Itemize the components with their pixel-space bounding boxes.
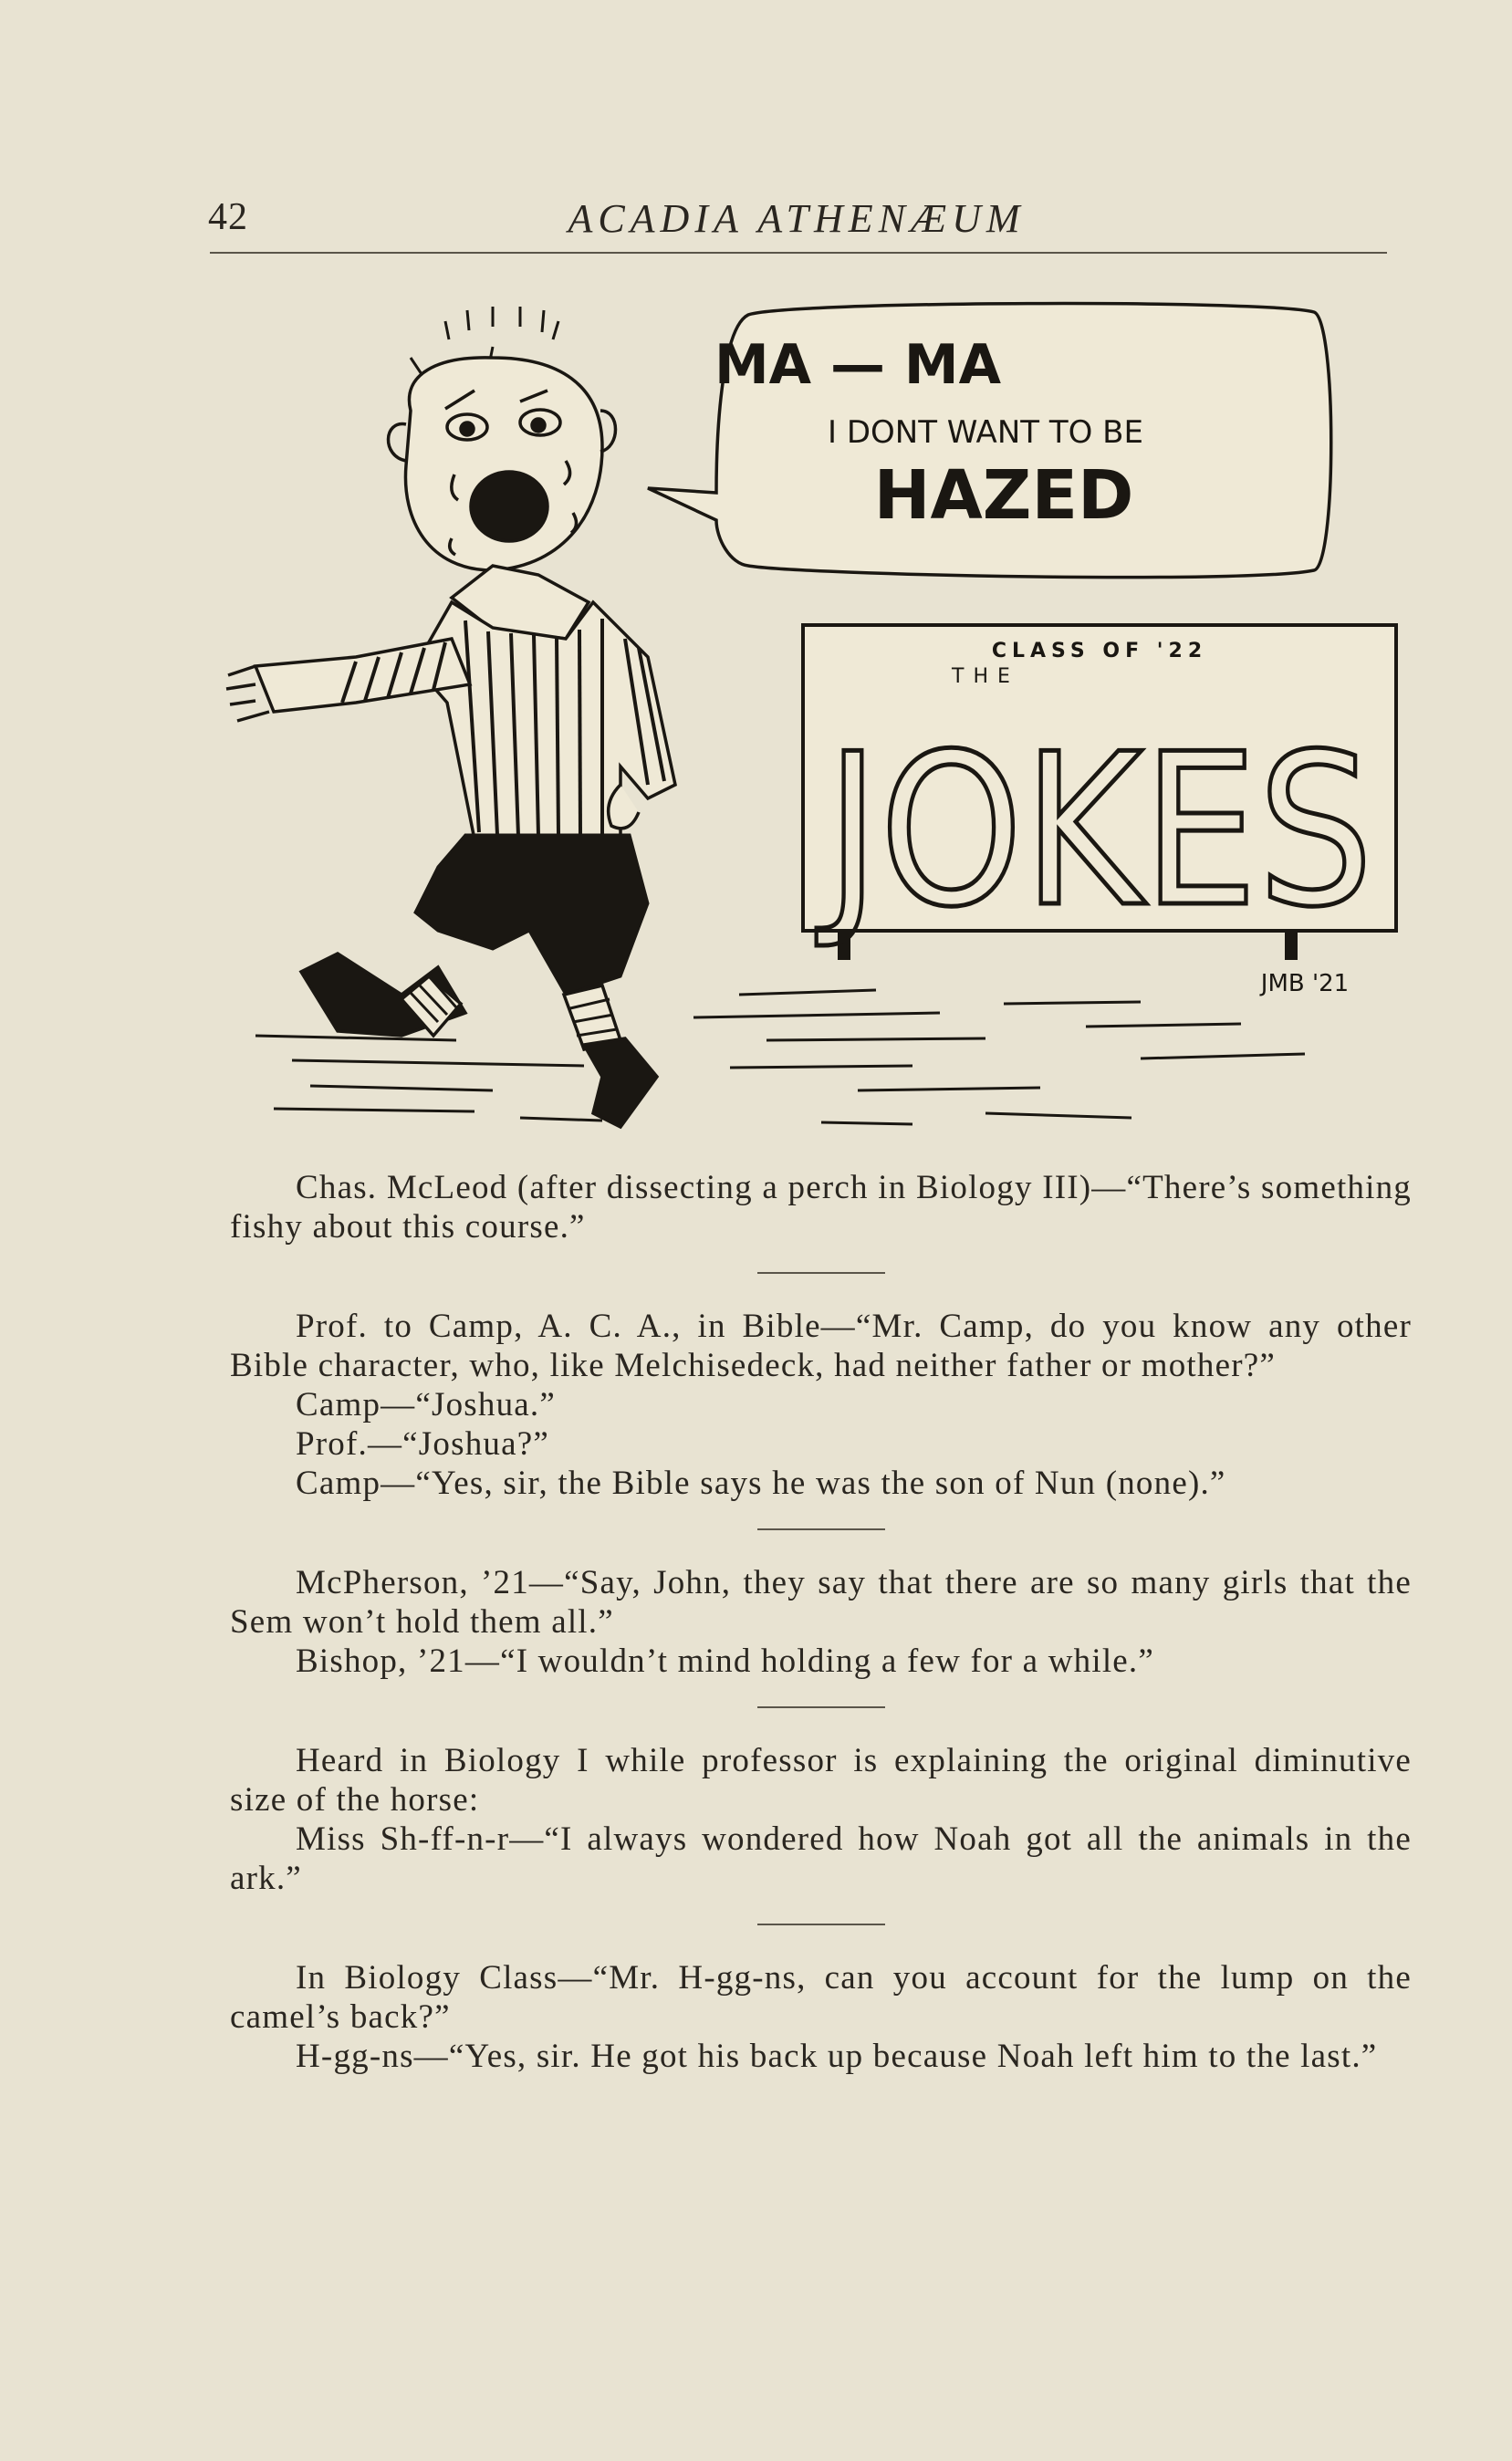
sign-line1: CLASS OF '22 bbox=[991, 640, 1208, 662]
joke-item bbox=[230, 1168, 1412, 1246]
sign-title: JOKES bbox=[816, 710, 1373, 954]
joke-paragraph: Prof.—“Joshua?” bbox=[296, 1425, 549, 1463]
joke-paragraph: In Biology Class—“Mr. H-gg-ns, can you account for the lump on the camel’s back?” bbox=[230, 1959, 1412, 2036]
striped-shirt bbox=[226, 566, 675, 839]
bubble-line1: MA — MA bbox=[714, 333, 1002, 397]
joke-paragraph: Bishop, ’21—“I wouldn’t mind holding a few for a while.” bbox=[296, 1642, 1154, 1680]
joke-paragraph: Camp—“Yes, sir, the Bible says he was the son of Nun (none).” bbox=[296, 1465, 1226, 1502]
separator-rule bbox=[757, 1528, 885, 1530]
joke-item bbox=[230, 1741, 1412, 1898]
separator-rule bbox=[757, 1924, 885, 1925]
cartoon-svg bbox=[219, 274, 1405, 1150]
joke-paragraph: Camp—“Joshua.” bbox=[296, 1386, 556, 1423]
separator-rule bbox=[757, 1706, 885, 1708]
joke-paragraph: Heard in Biology I while professor is explaining the original diminutive size of the horse: bbox=[230, 1742, 1412, 1819]
joke-paragraph: H-gg-ns—“Yes, sir. He got his back up because Noah left him to the last.” bbox=[296, 2038, 1378, 2075]
running-title: ACADIA ATHENÆUM bbox=[568, 196, 1026, 241]
joke-paragraph: McPherson, ’21—“Say, John, they say that there are so many girls that the Sem won’t hold them all.” bbox=[230, 1564, 1412, 1641]
joke-paragraph: Miss Sh-ff-n-r—“I always wondered how Noah got all the animals in the ark.” bbox=[230, 1820, 1412, 1897]
separator-rule bbox=[757, 1272, 885, 1274]
joke-paragraph: Chas. McLeod (after dissecting a perch in Biology III)—“There’s something fishy about this course.” bbox=[230, 1169, 1412, 1246]
artist-signature: JMB '21 bbox=[1260, 970, 1350, 997]
page-number: 42 bbox=[208, 196, 248, 238]
joke-item bbox=[230, 1563, 1412, 1681]
joke-item bbox=[230, 1958, 1412, 2076]
bubble-line2: I DONT WANT TO BE bbox=[828, 414, 1143, 451]
joke-item bbox=[230, 1307, 1412, 1503]
header-rule bbox=[210, 252, 1387, 254]
cartoon-illustration bbox=[219, 274, 1405, 1150]
boy-head bbox=[388, 358, 615, 570]
sign-line2: THE bbox=[952, 665, 1019, 688]
bubble-line3: HAZED bbox=[873, 456, 1134, 535]
joke-paragraph: Prof. to Camp, A. C. A., in Bible—“Mr. Camp, do you know any other Bible character, who, like Melchisedeck, had neither father or mother?” bbox=[230, 1308, 1412, 1384]
page-header bbox=[208, 190, 1385, 254]
jokes-column bbox=[230, 1168, 1412, 2076]
shorts bbox=[415, 835, 648, 995]
